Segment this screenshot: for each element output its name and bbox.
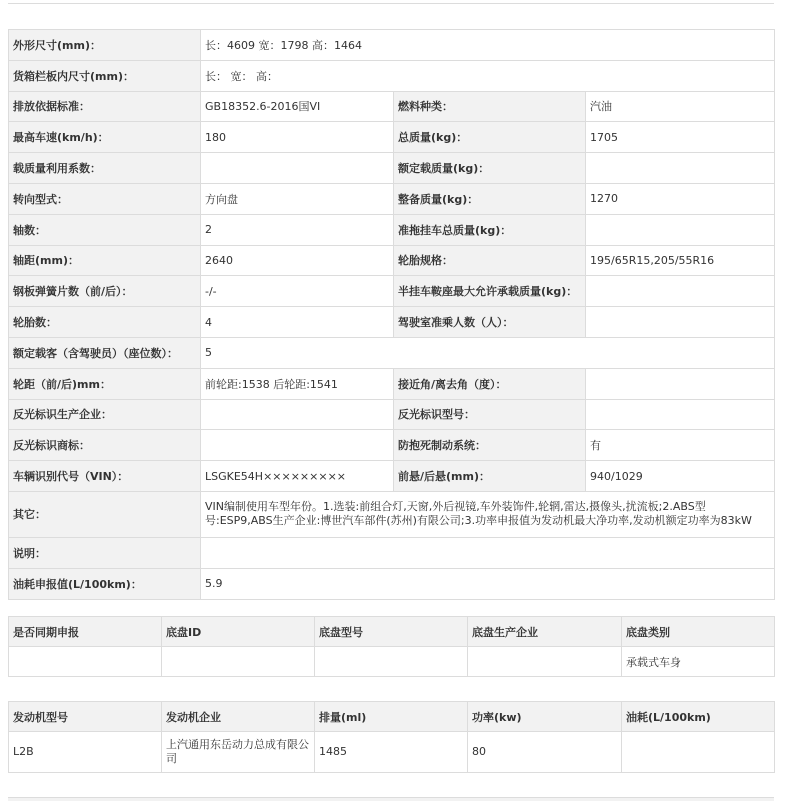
spec-row (9, 307, 775, 338)
engine-cell: L2B (9, 732, 162, 773)
spec-value: 汽油 (586, 91, 775, 122)
top-divider (8, 0, 774, 4)
spec-row-other (9, 491, 775, 537)
spec-label: 燃料种类： (394, 91, 586, 122)
chassis-cell: 承载式车身 (622, 647, 775, 677)
spec-row-fuel (9, 568, 775, 599)
spec-value: 4 (201, 307, 394, 338)
chassis-cell (9, 647, 162, 677)
spec-label: 反光标识商标： (9, 430, 201, 461)
spec-row (9, 122, 775, 153)
spec-value (586, 214, 775, 245)
spec-row (9, 245, 775, 276)
spec-label: 总质量(kg)： (394, 122, 586, 153)
spec-value: -/- (201, 276, 394, 307)
cargo-label: 货箱栏板内尺寸(mm)： (9, 60, 201, 91)
spec-label: 轴距(mm)： (9, 245, 201, 276)
engine-header: 功率(kw) (468, 702, 622, 732)
spec-label: 钢板弹簧片数（前/后）： (9, 276, 201, 307)
spec-label: 驾驶室准乘人数（人）： (394, 307, 586, 338)
spec-value (586, 276, 775, 307)
engine-cell: 1485 (315, 732, 468, 773)
spec-value: LSGKE54H××××××××× (201, 461, 394, 492)
other-value: VIN编制使用车型年份。1.选装:前组合灯,天窗,外后视镜,车外装饰件,轮辋,雷达,摄像头,扰流板;2.ABS型号:ESP9,ABS生产企业:博世汽车部件(苏州)有限公司;3.功率申报值为发动机最大净功率,发动机额定功率为83kW (201, 491, 775, 537)
spec-label: 轴数： (9, 214, 201, 245)
engine-data-row (9, 732, 775, 773)
spec-value: 2 (201, 214, 394, 245)
spec-label: 轮胎规格： (394, 245, 586, 276)
note-value (201, 537, 775, 568)
fuel-value: 5.9 (201, 568, 775, 599)
spec-row (9, 276, 775, 307)
spec-value (201, 153, 394, 184)
spec-value (586, 307, 775, 338)
chassis-cell (315, 647, 468, 677)
spec-row (9, 214, 775, 245)
chassis-header: 底盘类别 (622, 617, 775, 647)
spec-label: 接近角/离去角（度）： (394, 368, 586, 399)
passengers-label: 额定载客（含驾驶员）（座位数）： (9, 337, 201, 368)
spec-label: 反光标识型号： (394, 399, 586, 430)
engine-header: 油耗(L/100km) (622, 702, 775, 732)
engine-header: 发动机型号 (9, 702, 162, 732)
spec-row (9, 399, 775, 430)
spec-row-passengers (9, 337, 775, 368)
spec-value: 1705 (586, 122, 775, 153)
spec-label: 额定载质量(kg)： (394, 153, 586, 184)
spec-row-note (9, 537, 775, 568)
spec-row (9, 183, 775, 214)
spec-label: 轮胎数： (9, 307, 201, 338)
spec-value (586, 368, 775, 399)
chassis-data-row (9, 647, 775, 677)
dimensions-value: 长：4609 宽：1798 高：1464 (201, 30, 775, 61)
passengers-value: 5 (201, 337, 775, 368)
spec-label: 载质量利用系数： (9, 153, 201, 184)
spec-row (9, 461, 775, 492)
chassis-header: 底盘ID (162, 617, 315, 647)
engine-table (8, 701, 775, 773)
spec-value: 方向盘 (201, 183, 394, 214)
chassis-header: 是否同期申报 (9, 617, 162, 647)
spec-label: 前悬/后悬(mm)： (394, 461, 586, 492)
spec-label: 防抱死制动系统： (394, 430, 586, 461)
engine-cell: 上汽通用东岳动力总成有限公司 (162, 732, 315, 773)
fuel-label: 油耗申报值(L/100km)： (9, 568, 201, 599)
other-label: 其它： (9, 491, 201, 537)
chassis-cell (468, 647, 622, 677)
spec-value: 1270 (586, 183, 775, 214)
spec-label: 准拖挂车总质量(kg)： (394, 214, 586, 245)
spec-value: 2640 (201, 245, 394, 276)
spec-label: 轮距（前/后)mm： (9, 368, 201, 399)
note-label: 说明： (9, 537, 201, 568)
spec-value (201, 399, 394, 430)
spec-value (586, 399, 775, 430)
chassis-header: 底盘生产企业 (468, 617, 622, 647)
spec-row (9, 153, 775, 184)
spec-value: 有 (586, 430, 775, 461)
chassis-table (8, 616, 775, 677)
cargo-value: 长： 宽： 高： (201, 60, 775, 91)
chassis-header: 底盘型号 (315, 617, 468, 647)
spec-value (586, 153, 775, 184)
spec-value (201, 430, 394, 461)
spec-value: 180 (201, 122, 394, 153)
chassis-header-row (9, 617, 775, 647)
engine-cell: 80 (468, 732, 622, 773)
bottom-divider (8, 797, 774, 801)
engine-header-row (9, 702, 775, 732)
spec-value: GB18352.6-2016国VI (201, 91, 394, 122)
spec-label: 最高车速(km/h)： (9, 122, 201, 153)
spec-value: 940/1029 (586, 461, 775, 492)
vehicle-spec-table (8, 29, 775, 600)
spec-label: 转向型式： (9, 183, 201, 214)
spec-label: 车辆识别代号（VIN）： (9, 461, 201, 492)
spec-row-cargo (9, 60, 775, 91)
engine-header: 发动机企业 (162, 702, 315, 732)
spec-row (9, 368, 775, 399)
spec-value: 前轮距:1538 后轮距:1541 (201, 368, 394, 399)
spec-label: 半挂车鞍座最大允许承载质量(kg)： (394, 276, 586, 307)
spec-row (9, 430, 775, 461)
spec-label: 反光标识生产企业： (9, 399, 201, 430)
engine-cell (622, 732, 775, 773)
engine-header: 排量(ml) (315, 702, 468, 732)
spec-label: 排放依据标准： (9, 91, 201, 122)
spec-row (9, 91, 775, 122)
spec-value: 195/65R15,205/55R16 (586, 245, 775, 276)
spec-label: 整备质量(kg)： (394, 183, 586, 214)
chassis-cell (162, 647, 315, 677)
spec-row-dimensions (9, 30, 775, 61)
dimensions-label: 外形尺寸(mm)： (9, 30, 201, 61)
